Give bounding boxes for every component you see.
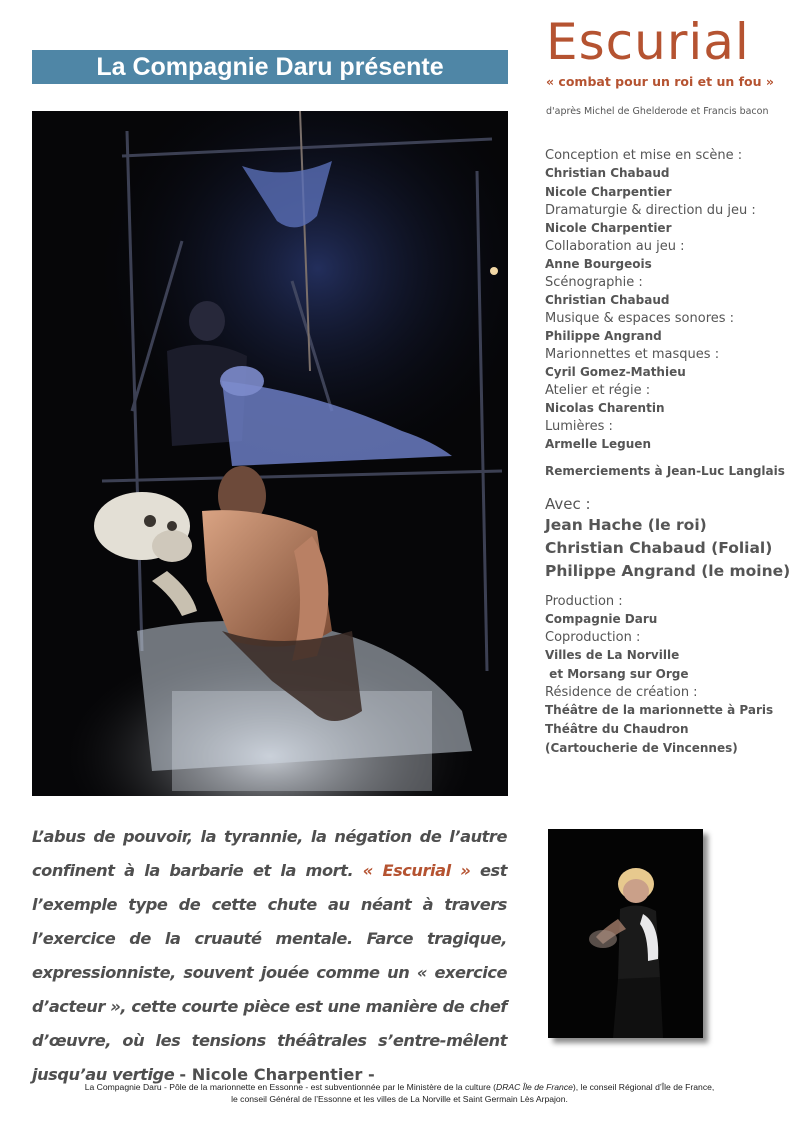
footer-line-2: le conseil Général de l’Essonne et les villes de La Norville et Saint Germain Lès Arpajon.	[231, 1094, 568, 1104]
credit-block	[545, 310, 795, 346]
production-entity: Théâtre du Chaudron	[545, 722, 689, 736]
quote-part-1: L’abus de pouvoir, la tyrannie, la négation de l’autre confinent à la barbarie et la mort.	[32, 827, 507, 880]
credit-block	[545, 346, 795, 382]
cast-member: Christian Chabaud (Folial)	[545, 539, 773, 557]
production-block	[545, 593, 795, 758]
credit-role: Musique & espaces sonores :	[545, 311, 735, 326]
footer-line-1a: La Compagnie Daru - Pôle de la marionnette en Essonne - est subventionnée par le Ministère de la culture (	[84, 1082, 496, 1092]
credit-role: Marionnettes et masques :	[545, 347, 720, 362]
credit-person: Cyril Gomez-Mathieu	[545, 365, 686, 379]
production-role: Production :	[545, 594, 623, 609]
show-title: Escurial	[546, 13, 750, 71]
cast-heading: Avec :	[545, 495, 591, 513]
credit-person: Nicole Charpentier	[545, 185, 672, 199]
credit-role: Lumières :	[545, 419, 613, 434]
credit-person: Christian Chabaud	[545, 166, 670, 180]
credit-role: Conception et mise en scène :	[545, 148, 743, 163]
cast-block	[545, 494, 795, 583]
production-entity: Villes de La Norville	[545, 648, 680, 662]
credit-person: Nicole Charpentier	[545, 221, 672, 235]
production-entity: (Cartoucherie de Vincennes)	[545, 741, 738, 755]
credit-person: Christian Chabaud	[545, 293, 670, 307]
show-subtitle: « combat pour un roi et un fou »	[546, 74, 774, 89]
footer-line-1b: ), le conseil Régional d’Île de France,	[572, 1082, 715, 1092]
production-entity: Théâtre de la marionnette à Paris	[545, 703, 774, 717]
credits-list	[545, 147, 795, 758]
credits-thanks: Remerciements à Jean-Luc Langlais	[545, 464, 785, 478]
production-role: Coproduction :	[545, 630, 641, 645]
credit-role: Collaboration au jeu :	[545, 239, 685, 254]
credit-block	[545, 147, 795, 202]
production-entity: et Morsang sur Orge	[545, 667, 689, 681]
production-item	[545, 629, 795, 684]
credit-role: Dramaturgie & direction du jeu :	[545, 203, 756, 218]
credit-block	[545, 202, 795, 238]
quote-highlight: « Escurial »	[362, 861, 471, 880]
credit-role: Atelier et régie :	[545, 383, 651, 398]
cast-member: Philippe Angrand (le moine)	[545, 562, 791, 580]
quote-author: - Nicole Charpentier -	[179, 1065, 375, 1084]
credit-person: Armelle Leguen	[545, 437, 651, 451]
presenter-banner	[32, 50, 508, 84]
credit-person: Nicolas Charentin	[545, 401, 665, 415]
cast-member: Jean Hache (le roi)	[545, 516, 707, 534]
credit-block	[545, 382, 795, 418]
credit-block	[545, 274, 795, 310]
production-item	[545, 684, 795, 758]
footer-notice	[0, 1081, 799, 1105]
production-item	[545, 593, 795, 629]
credit-block	[545, 238, 795, 274]
main-stage-photo	[32, 111, 508, 796]
footer-line-1-italic: DRAC Île de France	[496, 1082, 573, 1092]
show-source: d'après Michel de Ghelderode et Francis bacon	[546, 106, 769, 117]
performer-photo	[548, 829, 703, 1038]
credit-person: Anne Bourgeois	[545, 257, 652, 271]
footer-line-1	[0, 1081, 799, 1093]
production-entity: Compagnie Daru	[545, 612, 658, 626]
production-role: Résidence de création :	[545, 685, 698, 700]
banner-text: La Compagnie Daru présente	[96, 53, 444, 81]
credit-role: Scénographie :	[545, 275, 643, 290]
quote-paragraph	[32, 820, 507, 1092]
credit-block	[545, 418, 795, 454]
credit-person: Philippe Angrand	[545, 329, 662, 343]
quote-part-2: est l’exemple type de cette chute au néant à travers l’exercice de la cruauté mentale. Farce tragique, expressionniste, souvent jouée comme un « exercice d’acteur », cette courte pièce est une manière de chef d’œuvre, où les tensions théâtrales s’entre-mêlent jusqu’au vertige	[32, 861, 508, 1084]
